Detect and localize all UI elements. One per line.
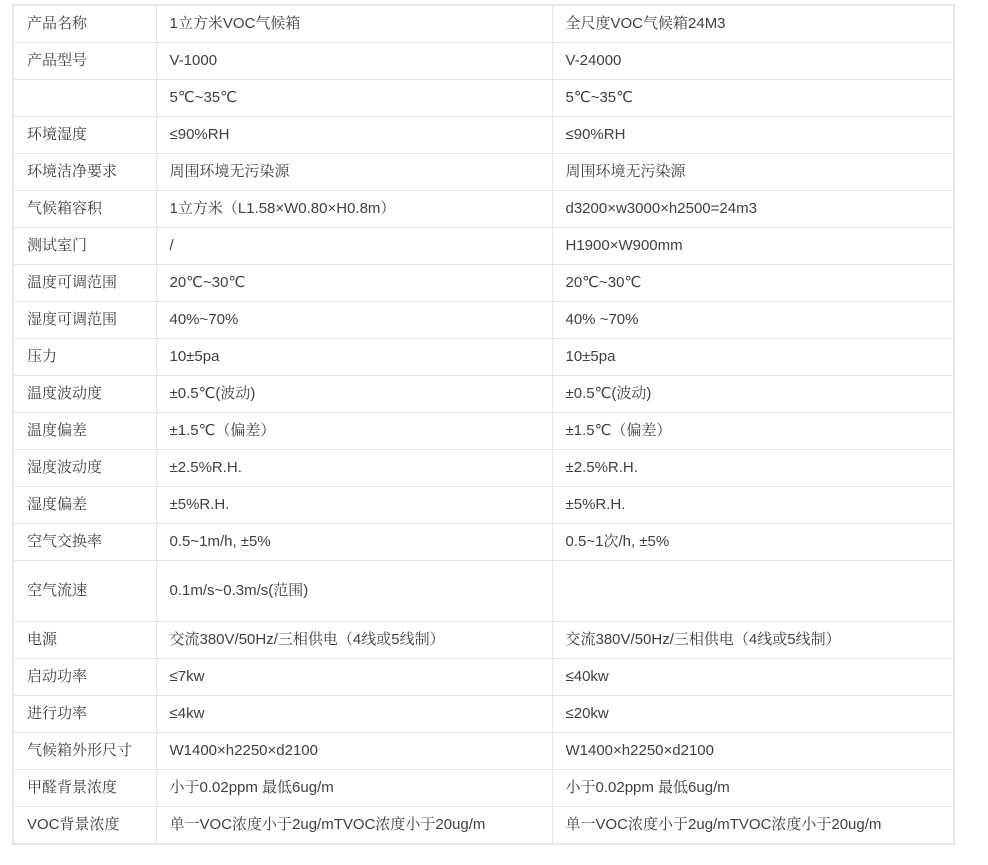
spec-value-v24000-cell: ≤40kw xyxy=(552,659,954,696)
spec-value-v24000-cell: H1900×W900mm xyxy=(552,228,954,265)
spec-value-v1000-cell: / xyxy=(156,228,552,265)
table-row xyxy=(13,117,954,154)
spec-value-v24000-cell: 单一VOC浓度小于2ug/mTVOC浓度小于20ug/m xyxy=(552,807,954,845)
spec-value-v1000-cell: 0.1m/s~0.3m/s(范围) xyxy=(156,561,552,622)
spec-value-v24000-cell: ≤20kw xyxy=(552,696,954,733)
spec-value-v1000-cell: 20℃~30℃ xyxy=(156,265,552,302)
spec-label-cell: 空气交换率 xyxy=(13,524,156,561)
spec-label-cell: 气候箱容积 xyxy=(13,191,156,228)
table-row xyxy=(13,807,954,845)
spec-label-cell: 启动功率 xyxy=(13,659,156,696)
spec-value-v24000-cell: 0.5~1次/h, ±5% xyxy=(552,524,954,561)
spec-value-v1000-cell: 小于0.02ppm 最低6ug/m xyxy=(156,770,552,807)
table-row xyxy=(13,524,954,561)
spec-value-v24000-cell: 40% ~70% xyxy=(552,302,954,339)
table-row xyxy=(13,228,954,265)
spec-label-cell: VOC背景浓度 xyxy=(13,807,156,845)
spec-value-v24000-cell: 全尺度VOC气候箱24M3 xyxy=(552,5,954,43)
spec-value-v24000-cell: 5℃~35℃ xyxy=(552,80,954,117)
spec-label-cell: 温度可调范围 xyxy=(13,265,156,302)
spec-value-v1000-cell: 周围环境无污染源 xyxy=(156,154,552,191)
spec-table-body xyxy=(13,5,954,844)
table-row xyxy=(13,487,954,524)
product-spec-table xyxy=(12,4,955,845)
spec-label-cell xyxy=(13,80,156,117)
spec-label-cell: 产品名称 xyxy=(13,5,156,43)
spec-value-v1000-cell: ≤4kw xyxy=(156,696,552,733)
spec-value-v1000-cell: ≤7kw xyxy=(156,659,552,696)
spec-value-v1000-cell: ±5%R.H. xyxy=(156,487,552,524)
table-row xyxy=(13,43,954,80)
spec-value-v24000-cell: 小于0.02ppm 最低6ug/m xyxy=(552,770,954,807)
spec-value-v1000-cell: ±0.5℃(波动) xyxy=(156,376,552,413)
spec-value-v24000-cell: 10±5pa xyxy=(552,339,954,376)
spec-value-v1000-cell: W1400×h2250×d2100 xyxy=(156,733,552,770)
table-row xyxy=(13,622,954,659)
spec-value-v1000-cell: 5℃~35℃ xyxy=(156,80,552,117)
spec-value-v24000-cell: ≤90%RH xyxy=(552,117,954,154)
table-row xyxy=(13,659,954,696)
table-row xyxy=(13,80,954,117)
table-row xyxy=(13,154,954,191)
table-row xyxy=(13,339,954,376)
spec-label-cell: 湿度波动度 xyxy=(13,450,156,487)
spec-value-v1000-cell: ≤90%RH xyxy=(156,117,552,154)
spec-label-cell: 环境湿度 xyxy=(13,117,156,154)
spec-label-cell: 压力 xyxy=(13,339,156,376)
table-row xyxy=(13,561,954,622)
spec-label-cell: 测试室门 xyxy=(13,228,156,265)
table-row xyxy=(13,733,954,770)
spec-label-cell: 湿度偏差 xyxy=(13,487,156,524)
spec-value-v1000-cell: 交流380V/50Hz/三相供电（4线或5线制） xyxy=(156,622,552,659)
table-row xyxy=(13,5,954,43)
spec-value-v24000-cell: W1400×h2250×d2100 xyxy=(552,733,954,770)
table-row xyxy=(13,191,954,228)
spec-value-v24000-cell: 20℃~30℃ xyxy=(552,265,954,302)
spec-value-v1000-cell: ±2.5%R.H. xyxy=(156,450,552,487)
table-row xyxy=(13,770,954,807)
spec-label-cell: 空气流速 xyxy=(13,561,156,622)
spec-value-v24000-cell: 周围环境无污染源 xyxy=(552,154,954,191)
spec-value-v24000-cell: ±2.5%R.H. xyxy=(552,450,954,487)
spec-value-v24000-cell: V-24000 xyxy=(552,43,954,80)
spec-label-cell: 电源 xyxy=(13,622,156,659)
table-row xyxy=(13,302,954,339)
table-row xyxy=(13,696,954,733)
spec-label-cell: 温度波动度 xyxy=(13,376,156,413)
spec-label-cell: 湿度可调范围 xyxy=(13,302,156,339)
spec-value-v1000-cell: 10±5pa xyxy=(156,339,552,376)
spec-value-v24000-cell: ±0.5℃(波动) xyxy=(552,376,954,413)
table-row xyxy=(13,376,954,413)
spec-value-v1000-cell: 40%~70% xyxy=(156,302,552,339)
spec-value-v24000-cell: 交流380V/50Hz/三相供电（4线或5线制） xyxy=(552,622,954,659)
spec-value-v1000-cell: 单一VOC浓度小于2ug/mTVOC浓度小于20ug/m xyxy=(156,807,552,845)
spec-label-cell: 甲醛背景浓度 xyxy=(13,770,156,807)
spec-value-v1000-cell: V-1000 xyxy=(156,43,552,80)
spec-value-v1000-cell: ±1.5℃（偏差） xyxy=(156,413,552,450)
spec-value-v1000-cell: 1立方米VOC气候箱 xyxy=(156,5,552,43)
spec-value-v24000-cell: ±1.5℃（偏差） xyxy=(552,413,954,450)
spec-table-container xyxy=(12,4,955,845)
table-row xyxy=(13,450,954,487)
spec-value-v24000-cell xyxy=(552,561,954,622)
spec-value-v24000-cell: d3200×w3000×h2500=24m3 xyxy=(552,191,954,228)
spec-label-cell: 温度偏差 xyxy=(13,413,156,450)
table-row xyxy=(13,413,954,450)
spec-value-v1000-cell: 1立方米（L1.58×W0.80×H0.8m） xyxy=(156,191,552,228)
spec-label-cell: 进行功率 xyxy=(13,696,156,733)
table-row xyxy=(13,265,954,302)
spec-label-cell: 气候箱外形尺寸 xyxy=(13,733,156,770)
spec-value-v24000-cell: ±5%R.H. xyxy=(552,487,954,524)
spec-label-cell: 环境洁净要求 xyxy=(13,154,156,191)
spec-label-cell: 产品型号 xyxy=(13,43,156,80)
spec-value-v1000-cell: 0.5~1m/h, ±5% xyxy=(156,524,552,561)
